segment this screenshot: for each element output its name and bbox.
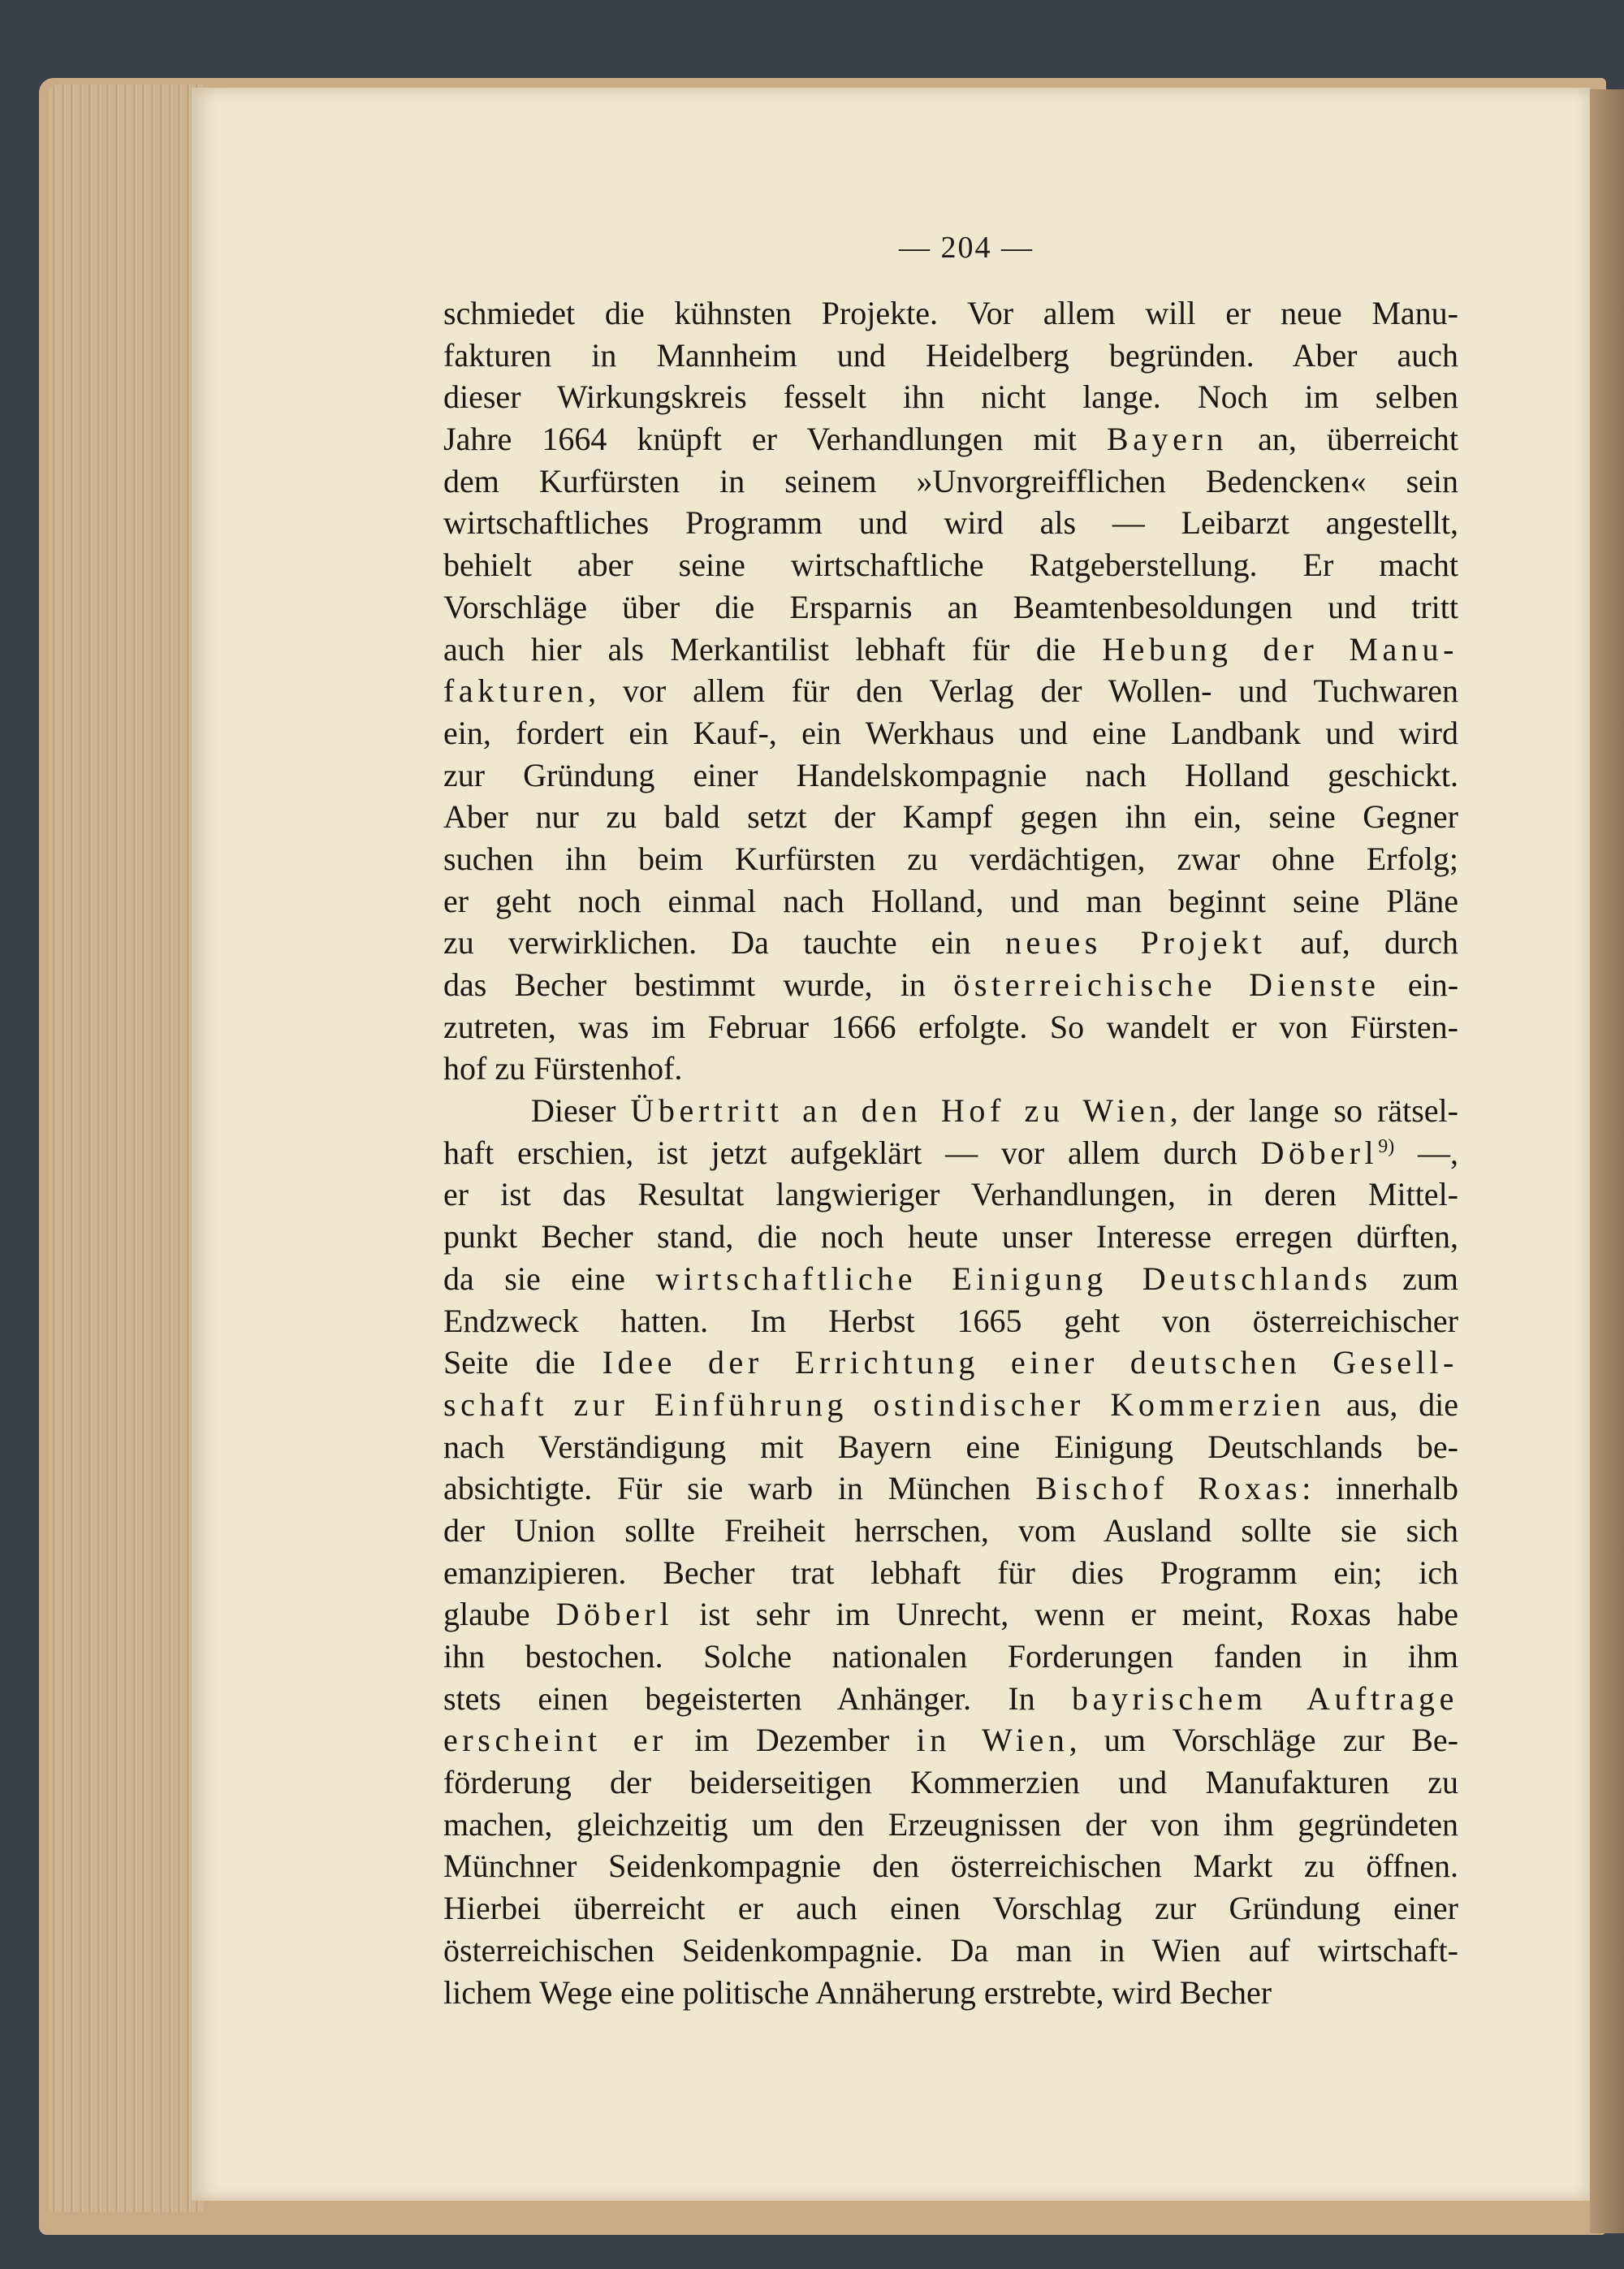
text-run: zu verwirklichen. Da tauchte ein [443,924,1005,962]
text-run: ist sehr im Unrecht, wenn er meint, Roxas habe [673,1596,1458,1633]
text-run: förderung der beiderseitigen Kommerzien und Manufakturen zu [443,1764,1458,1801]
text-run: schmiedet die kühnsten Projekte. Vor allem will er neue Manu- [443,295,1458,331]
text-line [443,335,1458,377]
text-line [443,1678,1458,1720]
spaced-emphasis: erscheint er [443,1722,667,1759]
text-run: , der lange so rätsel- [1169,1092,1458,1130]
text-run: nach Verständigung mit Bayern eine Einigung Deutschlands be- [443,1428,1458,1465]
text-run: suchen ihn beim Kurfürsten zu verdächtigen, zwar ohne Erfolg; [443,840,1458,877]
text-line [443,1719,1458,1761]
text-run: Dieser [531,1092,631,1130]
text-run: Vorschläge über die Ersparnis an Beamtenbesoldungen und tritt [443,588,1458,625]
text-line [443,292,1458,335]
text-line [443,376,1458,418]
text-run: dieser Wirkungskreis fesselt ihn nicht lange. Noch im selben [443,378,1458,416]
text-line [443,1426,1458,1468]
text-run: im Dezember [667,1722,917,1759]
text-line [443,460,1458,503]
text-line [443,418,1458,460]
text-run: glaube [443,1596,556,1633]
text-run: auch hier als Merkantilist lebhaft für die [443,630,1103,668]
text-run: stets einen begeisterten Anhänger. In [443,1679,1072,1717]
text-run: dem Kurfürsten in seinem »Unvorgreifflichen Bedencken« sein [443,462,1458,499]
spaced-emphasis: Döberl [555,1596,674,1633]
text-run: haft erschien, ist jetzt aufgeklärt — vor allem durch [443,1134,1261,1171]
text-line [443,1845,1458,1887]
text-line [443,1552,1458,1594]
text-line [443,670,1458,712]
text-line [443,1804,1458,1846]
text-run: österreichischen Seidenkompagnie. Da man in Wien auf wirtschaft- [443,1931,1458,1969]
spaced-emphasis: Döberl [1260,1134,1379,1171]
spaced-emphasis: Bayern [1106,421,1229,458]
text-run: behielt aber seine wirtschaftliche Ratgeberstellung. Er macht [443,547,1458,584]
spaced-emphasis: in Wien [916,1722,1069,1759]
text-line [443,1467,1458,1510]
text-line [443,1342,1458,1384]
spaced-emphasis: Idee der Errichtung einer deutschen Gesell- [602,1344,1458,1381]
text-run: auf, durch [1266,924,1458,962]
text-line [443,1006,1458,1048]
text-line [443,1173,1458,1216]
text-line [443,1132,1458,1174]
text-line [443,586,1458,629]
text-line [443,1972,1458,2014]
spaced-emphasis: wirtschaftliche Einigung Deutschlands [655,1260,1372,1297]
text-run: da sie eine [443,1260,656,1297]
text-line [443,922,1458,964]
text-run: emanzipieren. Becher trat lebhaft für dies Programm ein; ich [443,1554,1458,1591]
text-line [443,754,1458,797]
text-run: Jahre 1664 knüpft er Verhandlungen mit [443,421,1107,458]
footnote-ref: $^{9)}$ —, [1378,1134,1458,1171]
text-line [443,796,1458,838]
text-run: Aber nur zu bald setzt der Kampf gegen ihn ein, seine Gegner [443,798,1458,836]
text-run: wirtschaftliches Programm und wird als — Leibarzt angestellt, [443,504,1458,542]
spaced-emphasis: österreichische Dienste [953,966,1380,1003]
footnote-number: 9) [1378,1135,1395,1157]
text-run: lichem Wege eine politische Annäherung erstrebte, wird Becher [443,1973,1272,2011]
text-line [443,1510,1458,1552]
text-line [443,1384,1458,1426]
text-line [443,1090,1458,1132]
body-text [443,292,1458,2013]
text-run: hof zu Fürstenhof. [443,1050,683,1087]
text-line [443,1216,1458,1258]
text-run: absichtigte. Für sie warb in München [443,1470,1036,1507]
text-run: an, überreicht [1228,421,1458,458]
text-line [443,1761,1458,1804]
text-run: er geht noch einmal nach Holland, und man beginnt seine Pläne [443,882,1458,919]
spaced-emphasis: fakturen [443,672,589,710]
text-run: , vor allem für den Verlag der Wollen- und Tuchwaren [588,672,1458,710]
text-run: aus, die [1325,1385,1458,1423]
text-run: Münchner Seidenkompagnie den österreichischen Markt zu öffnen. [443,1848,1458,1885]
text-line [443,712,1458,754]
text-line [443,880,1458,923]
text-run: machen, gleichzeitig um den Erzeugnissen der von ihm gegründeten [443,1805,1458,1843]
text-line [443,1048,1458,1090]
text-line [443,1593,1458,1636]
text-line [443,1258,1458,1300]
text-run: punkt Becher stand, die noch heute unser Interesse erregen dürften, [443,1218,1458,1256]
spaced-emphasis: bayrischem Auftrage [1072,1679,1458,1717]
text-line [443,1636,1458,1678]
text-line [443,1930,1458,1972]
text-run: der Union sollte Freiheit herrschen, vom Ausland sollte sie sich [443,1511,1458,1549]
text-run: ein, fordert ein Kauf-, ein Werkhaus und eine Landbank und wird [443,714,1458,751]
text-line [443,544,1458,586]
text-line [443,502,1458,544]
text-run: Endzweck hatten. Im Herbst 1665 geht von österreichischer [443,1302,1458,1339]
text-run: das Becher bestimmt wurde, in [443,966,954,1003]
page-edges [49,84,203,2212]
spaced-emphasis: Übertritt an den Hof zu Wien [630,1092,1170,1130]
text-run: Hierbei überreicht er auch einen Vorschlag zur Gründung einer [443,1890,1458,1927]
text-run: fakturen in Mannheim und Heidelberg begründen. Aber auch [443,336,1458,374]
text-run: ein- [1380,966,1458,1003]
spaced-emphasis: schaft zur Einführung ostindischer Kommerzien [443,1385,1326,1423]
text-run: ihn bestochen. Solche nationalen Forderungen fanden in ihm [443,1638,1458,1675]
text-run: Seite die [443,1344,603,1381]
text-run: zur Gründung einer Handelskompagnie nach Holland geschickt. [443,756,1458,793]
text-line [443,1300,1458,1342]
text-line [443,964,1458,1006]
text-line [443,838,1458,880]
text-run: : innerhalb [1302,1470,1458,1507]
text-line [443,629,1458,671]
text-run: zum [1371,1260,1458,1297]
text-run: zutreten, was im Februar 1666 erfolgte. So wandelt er von Fürsten- [443,1008,1458,1045]
page-number: — 204 — [899,231,1034,265]
spaced-emphasis: Hebung der Manu- [1102,630,1458,668]
text-line [443,1887,1458,1930]
facing-page-edge [1590,89,1624,2233]
spaced-emphasis: neues Projekt [1004,924,1267,962]
text-run: er ist das Resultat langwieriger Verhandlungen, in deren Mittel- [443,1176,1458,1213]
spaced-emphasis: Bischof Roxas [1035,1470,1302,1507]
text-run: , um Vorschläge zur Be- [1069,1722,1458,1759]
